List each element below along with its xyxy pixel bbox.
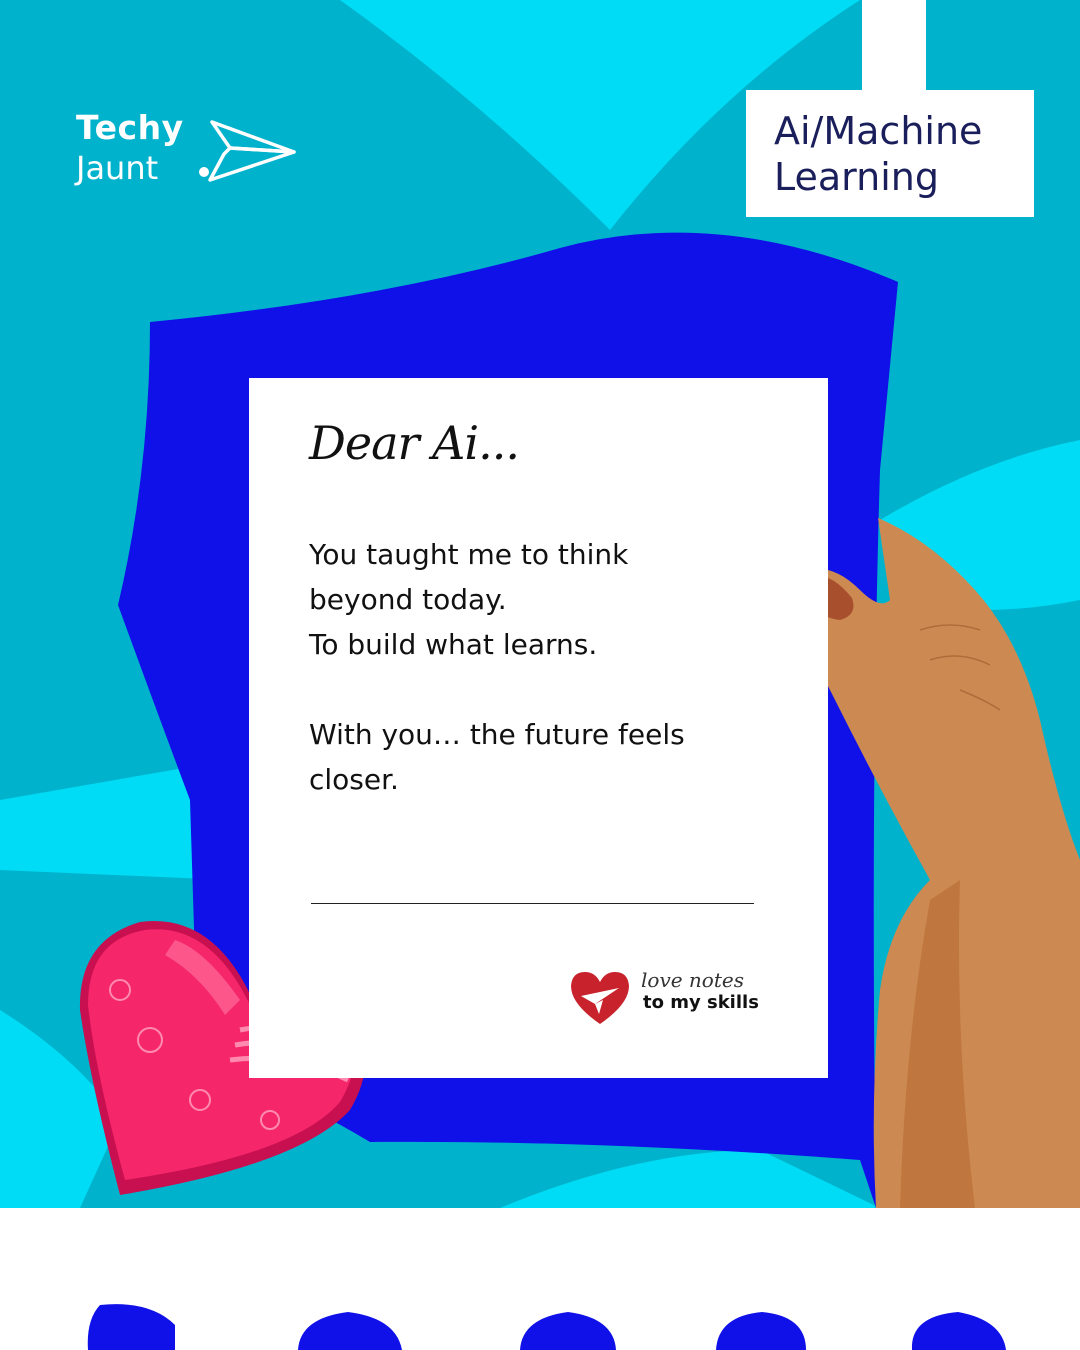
heart-plane-icon <box>569 970 631 1026</box>
bottom-shape-3 <box>520 1312 616 1350</box>
bottom-shape-2 <box>298 1312 402 1350</box>
bottom-shape-5 <box>912 1312 1006 1350</box>
bottom-shape-1 <box>88 1304 175 1350</box>
note-line: You taught me to think <box>309 538 629 571</box>
brand-name-line2: Jaunt <box>76 149 159 187</box>
brand-name-line1: Techy <box>76 108 184 147</box>
love-notes-badge <box>569 968 769 1028</box>
bottom-shape-4 <box>716 1312 806 1350</box>
note-line: beyond today. <box>309 583 507 616</box>
note-greeting: Dear Ai... <box>309 416 519 470</box>
note-line <box>309 667 789 712</box>
paper-plane-icon <box>190 118 300 186</box>
love-notes-script: love notes <box>641 968 744 992</box>
note-card <box>249 378 828 1078</box>
note-line: With you… the future feels <box>309 718 685 751</box>
category-tag-line2: Learning <box>774 155 939 199</box>
signature-line <box>311 903 754 904</box>
love-notes-subtitle: to my skills <box>643 992 759 1013</box>
note-body <box>309 532 789 802</box>
category-tag-line1: Ai/Machine <box>774 109 983 153</box>
category-tag <box>746 90 1034 217</box>
note-line: closer. <box>309 763 399 796</box>
tag-strip <box>862 0 926 92</box>
brand-logo <box>76 108 184 188</box>
note-line: To build what learns. <box>309 628 598 661</box>
